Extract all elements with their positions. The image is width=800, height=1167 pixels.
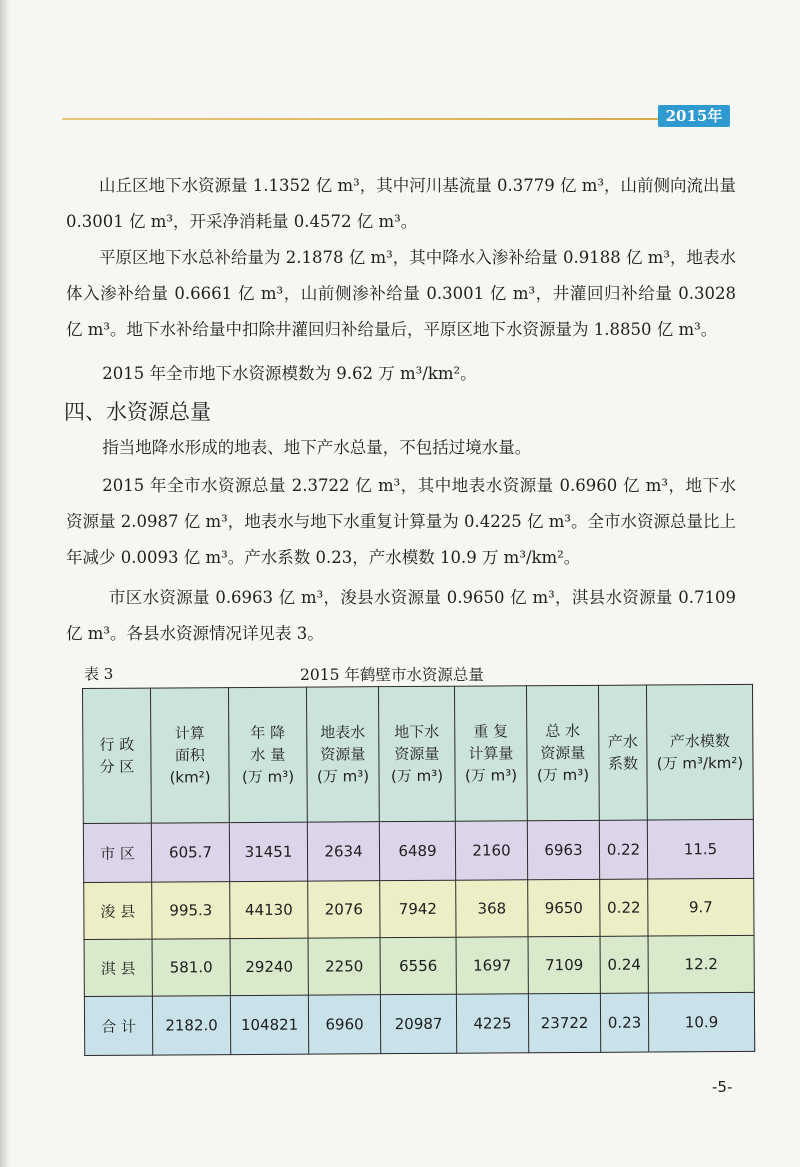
table-cell: 6960 (308, 995, 380, 1054)
table-cell: 20987 (380, 994, 456, 1053)
table-cell: 2634 (307, 822, 379, 881)
table-row (84, 878, 754, 939)
table-title: 2015 年鹤壁市水资源总量 (300, 666, 484, 684)
table-cell: 23722 (528, 993, 600, 1052)
table-cell: 6963 (527, 820, 599, 879)
header-groundwater: 地下水 资源量 (万 m³) (378, 686, 455, 821)
paragraph-county-resources: 市区水资源量 0.6963 亿 m³，浚县水资源量 0.9650 亿 m³，淇县水资源量 0.7109 亿 m³。各县水资源情况详见表 3。 (66, 588, 736, 643)
table-cell: 10.9 (648, 992, 754, 1052)
table-label: 表 3 (84, 665, 114, 683)
header-precipitation: 年 降 水 量 (万 m³) (229, 687, 308, 822)
table-cell: 9.7 (648, 878, 754, 936)
paragraph-hill-groundwater: 山丘区地下水资源量 1.1352 亿 m³，其中河川基流量 0.3779 亿 m³，山前侧向流出量 0.3001 亿 m³，开采净消耗量 0.4572 亿 m³。 (66, 176, 736, 231)
table-cell: 合 计 (84, 996, 152, 1055)
header-area: 计算 面积 (km²) (151, 688, 230, 823)
table-row (83, 819, 753, 882)
table-cell: 581.0 (152, 939, 230, 996)
header-yield-modulus: 产水模数 (万 m³/km²) (646, 684, 753, 820)
table-cell: 29240 (230, 938, 308, 995)
header-surface-water: 地表水 资源量 (万 m³) (306, 687, 379, 822)
table-cell: 7109 (528, 936, 600, 993)
header-duplicate: 重 复 计算量 (万 m³) (454, 686, 527, 821)
table-cell: 44130 (230, 881, 308, 938)
table-cell: 浚 县 (84, 882, 152, 939)
table-cell: 淇 县 (84, 939, 152, 996)
table-cell: 995.3 (152, 882, 230, 939)
table-cell: 104821 (230, 995, 308, 1054)
section-title: 四、水资源总量 (64, 400, 211, 424)
table-cell: 2160 (455, 821, 527, 880)
table-cell: 7942 (380, 880, 456, 937)
paragraph-definition: 指当地降水形成的地表、地下产水总量，不包括过境水量。 (102, 438, 532, 457)
header-total-water: 总 水 资源量 (万 m³) (526, 685, 599, 820)
table-cell: 31451 (229, 822, 307, 881)
table-row (84, 935, 754, 996)
table-cell: 市 区 (83, 823, 151, 882)
table-cell: 605.7 (151, 823, 229, 882)
table-cell: 6556 (380, 937, 456, 994)
table-cell: 0.24 (600, 936, 648, 993)
table-cell: 11.5 (647, 819, 753, 879)
table-cell: 0.22 (600, 879, 648, 936)
table-cell: 9650 (528, 879, 600, 936)
table-cell: 6489 (379, 821, 455, 880)
table-cell: 2182.0 (152, 996, 230, 1055)
page-number: -5- (712, 1078, 733, 1096)
table-cell: 368 (456, 880, 528, 937)
water-resources-table (82, 684, 755, 1056)
table-header-row (83, 684, 754, 823)
table-cell: 1697 (456, 937, 528, 994)
table-cell: 4225 (456, 994, 528, 1053)
table-row-total (84, 992, 754, 1055)
header-admin-division: 行 政 分 区 (83, 688, 152, 823)
header-yield-coefficient: 产水 系数 (598, 685, 647, 820)
table-cell: 0.22 (599, 820, 647, 879)
paragraph-plain-recharge: 平原区地下水总补给量为 2.1878 亿 m³，其中降水入渗补给量 0.9188 亿 m³，地表水体入渗补给量 0.6661 亿 m³，山前侧渗补给量 0.3001 亿 m³，井灌回归补给量 0.3028 亿 m³。地下水补给量中扣除井灌回归补给量后，平原区地下水资源量为 1.8850 亿 m³。 (66, 248, 736, 339)
paragraph-groundwater-modulus: 2015 年全市地下水资源模数为 9.62 万 m³/km²。 (102, 364, 477, 383)
page-edge-shadow (0, 0, 10, 1167)
paragraph-total-resources: 2015 年全市水资源总量 2.3722 亿 m³，其中地表水资源量 0.6960 亿 m³，地下水资源量 2.0987 亿 m³，地表水与地下水重复计算量为 0.4225 亿 m³。全市水资源总量比上年减少 0.0093 亿 m³。产水系数 0.23，产水模数 10.9 万 m³/km²。 (66, 476, 736, 567)
table-cell: 2250 (308, 938, 380, 995)
year-badge: 2015年 (658, 105, 730, 127)
table-cell: 0.23 (600, 993, 648, 1052)
table-cell: 2076 (308, 881, 380, 938)
table-cell: 12.2 (648, 935, 754, 993)
header-rule (62, 118, 662, 120)
